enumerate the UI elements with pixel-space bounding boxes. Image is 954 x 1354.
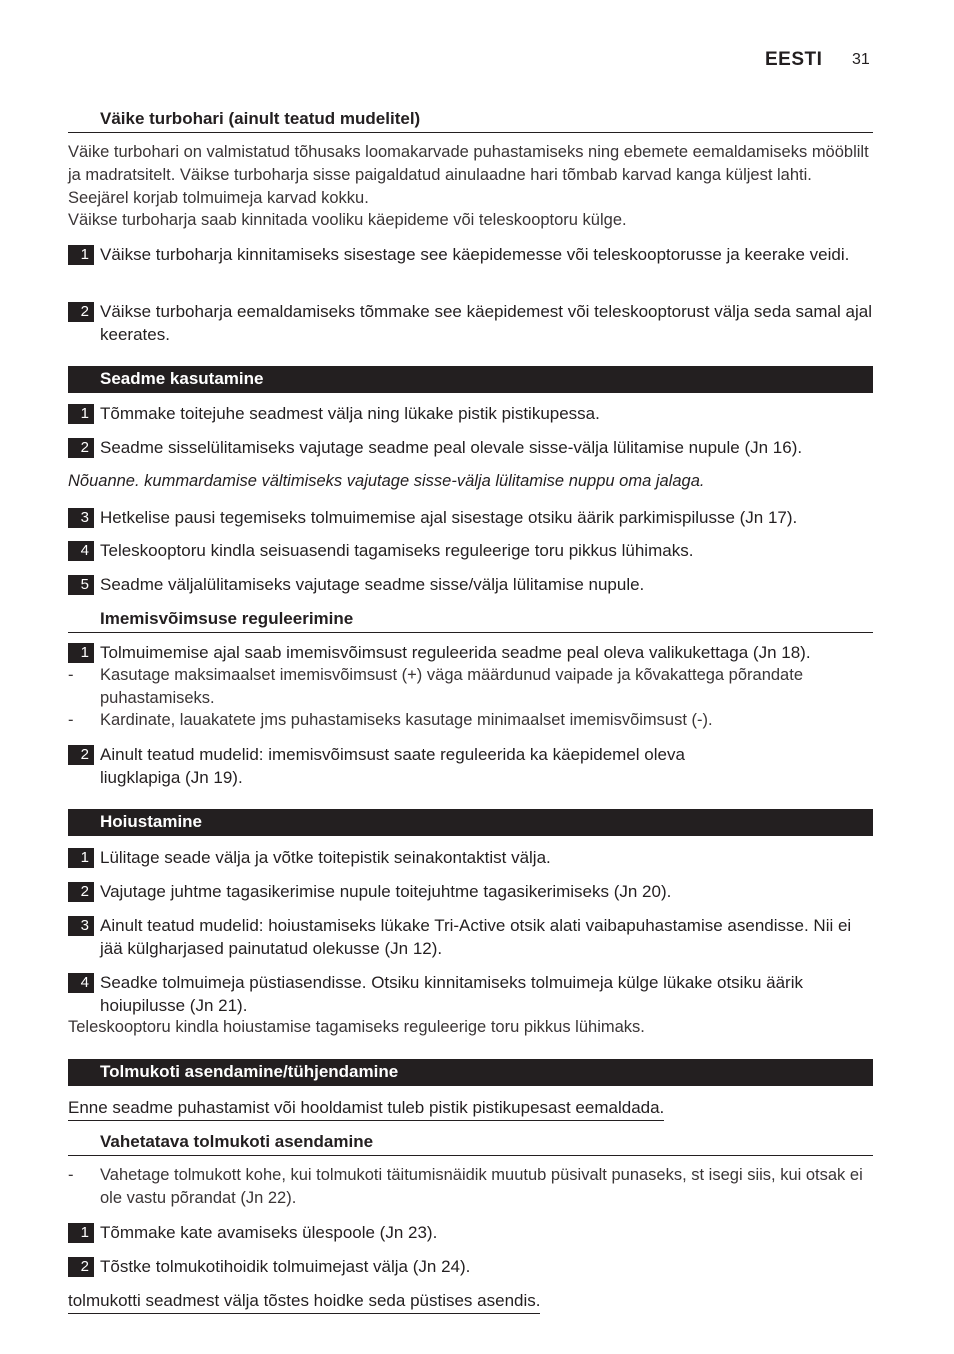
step-number: 3 (68, 508, 94, 528)
intro-paragraph: Väike turbohari on valmistatud tõhusaks loomakarvade puhastamiseks ning ebemete eemaldamiseks mööblilt ja madratsitelt. Väikse turboharja sisse paigaldatud ainulaadne hari tõmbab karvad kanga küljest lahti. Seejärel korjab tolmuimeja karvad kokku. (68, 143, 869, 207)
section-bar-dustbag (68, 1059, 873, 1086)
step-number: 1 (68, 848, 94, 868)
step-text: Väikse turboharja kinnitamiseks sisestage see käepidemesse või teleskooptorusse ja keerake veidi. (100, 245, 850, 264)
step-text: Ainult teatud mudelid: imemisvõimsust saate reguleerida ka käepidemel oleva liugklapiga (Jn 19). (100, 745, 685, 787)
intro-paragraph-2: Väikse turboharja saab kinnitada vooliku käepideme või teleskooptoru külge. (68, 211, 627, 229)
section-heading-text: Imemisvõimsuse reguleerimine (100, 609, 354, 628)
step-number: 4 (68, 541, 94, 561)
bullet-dash: - (68, 711, 74, 729)
step-text: Hetkelise pausi tegemiseks tolmuimemise ajal sisestage otsiku äärik parkimispilusse (Jn 17). (100, 508, 798, 527)
section-bar-text: Seadme kasutamine (100, 369, 264, 388)
step-text: Seadke tolmuimeja püstiasendisse. Otsiku kinnitamiseks tolmuimeja külge lükake otsiku äärik hoiupilusse (Jn 21). (100, 973, 803, 1015)
step-text: Tõstke tolmukotihoidik tolmuimejast välja (Jn 24). (100, 1257, 471, 1276)
step-number: 2 (68, 302, 94, 322)
step-number: 1 (68, 1223, 94, 1243)
section-heading-text: Väike turbohari (ainult teatud mudelitel) (100, 109, 421, 128)
step-text: Teleskooptoru kindla seisuasendi tagamiseks reguleerige toru pikkus lühimaks. (100, 541, 694, 560)
language-label: EESTI (765, 49, 823, 70)
step-text: Seadme väljalülitamiseks vajutage seadme sisse/välja lülitamise nupule. (100, 575, 645, 594)
section-heading-suction (68, 606, 873, 633)
tip-text: Nõuanne. kummardamise vältimiseks vajutage sisse-välja lülitamise nuppu oma jalaga. (68, 472, 705, 490)
section-heading-small-turbo-brush (68, 106, 873, 133)
step-text: Väikse turboharja eemaldamiseks tõmmake see käepidemest või teleskooptorust välja seda samal ajal keerates. (100, 302, 872, 344)
step-number: 2 (68, 745, 94, 765)
step-number: 4 (68, 973, 94, 993)
step-text: Lülitage seade välja ja võtke toitepistik seinakontaktist välja. (100, 848, 551, 867)
step-text: Vajutage juhtme tagasikerimise nupule toitejuhtme tagasikerimiseks (Jn 20). (100, 882, 672, 901)
section-bar-using (68, 366, 873, 393)
step-number: 3 (68, 916, 94, 936)
step-number: 2 (68, 1257, 94, 1277)
step-text: Tõmmake toitejuhe seadmest välja ning lükake pistik pistikupessa. (100, 404, 600, 423)
step-number: 1 (68, 643, 94, 663)
page-number: 31 (852, 51, 870, 68)
step-text: Seadme sisselülitamiseks vajutage seadme peal olevale sisse-välja lülitamise nupule (Jn 16). (100, 438, 803, 457)
section-heading-text: Vahetatava tolmukoti asendamine (100, 1132, 374, 1151)
bullet-text: Kasutage maksimaalset imemisvõimsust (+) väga määrdunud vaipade ja kõvakattega põrandate puhastamiseks. (100, 666, 803, 707)
warning-text: Enne seadme puhastamist või hooldamist tuleb pistik pistikupesast eemaldada. (68, 1096, 664, 1121)
step-text: Tolmuimemise ajal saab imemisvõimsust reguleerida seadme peal oleva valikukettaga (Jn 18). (100, 643, 811, 662)
storage-note: Teleskooptoru kindla hoiustamise tagamiseks reguleerige toru pikkus lühimaks. (68, 1018, 645, 1036)
step-number: 1 (68, 404, 94, 424)
step-text: Ainult teatud mudelid: hoiustamiseks lükake Tri-Active otsik alati vaibapuhastamise asendisse. Nii ei jää külgharjased painutatud olekusse (Jn 12). (100, 916, 852, 958)
step-number: 1 (68, 245, 94, 265)
section-bar-storage (68, 809, 873, 836)
bullet-text: Kardinate, lauakatete jms puhastamiseks kasutage minimaalset imemisvõimsust (-). (100, 711, 713, 729)
step-number: 5 (68, 575, 94, 595)
bullet-dash: - (68, 666, 74, 684)
bullet-text: Vahetage tolmukott kohe, kui tolmukoti täitumisnäidik muutub püsivalt punaseks, st isegi siis, kui otsak ei ole vastu põrandat (Jn 22). (100, 1166, 863, 1207)
section-heading-replaceable-bag (68, 1129, 873, 1156)
step-text: Tõmmake kate avamiseks ülespoole (Jn 23). (100, 1223, 438, 1242)
step-number: 2 (68, 882, 94, 902)
warning-text-2: tolmukotti seadmest välja tõstes hoidke seda püstises asendis. (68, 1289, 540, 1314)
bullet-dash: - (68, 1166, 74, 1184)
step-number: 2 (68, 438, 94, 458)
section-bar-text: Tolmukoti asendamine/tühjendamine (100, 1062, 399, 1081)
section-bar-text: Hoiustamine (100, 812, 203, 831)
